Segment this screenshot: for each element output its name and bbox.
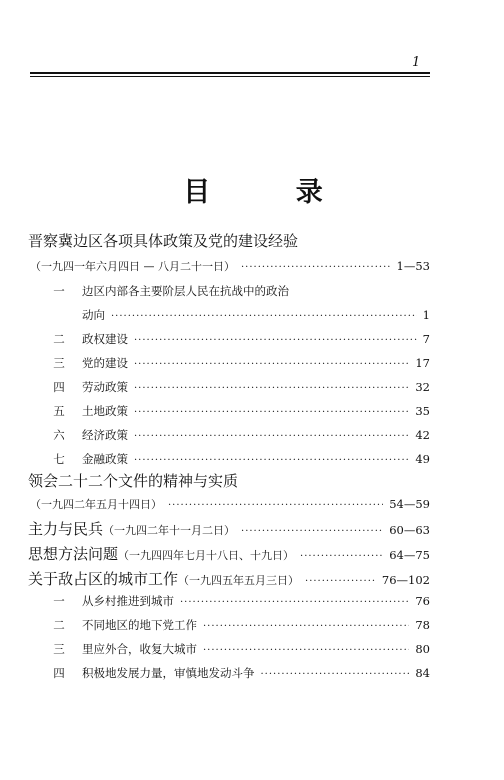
toc-item[interactable] <box>46 283 430 299</box>
toc-section-title[interactable] <box>28 230 298 251</box>
item-label: 政权建设 <box>82 332 128 346</box>
item-number: 三 <box>53 356 65 370</box>
toc-item-continued[interactable] <box>82 307 430 323</box>
item-label: 从乡村推进到城市 <box>82 594 174 608</box>
toc-section-title[interactable] <box>28 470 238 491</box>
leader-dots <box>134 383 409 394</box>
section-pages: 60—63 <box>389 523 430 537</box>
item-number: 二 <box>53 332 65 346</box>
item-label: 经济政策 <box>82 428 128 442</box>
item-number: 一 <box>53 284 65 298</box>
section-title-text: 思想方法问题 <box>28 545 119 563</box>
item-page: 80 <box>415 642 430 656</box>
item-number: 三 <box>53 642 65 656</box>
page-title: 目 录 <box>183 177 361 208</box>
leader-dots <box>134 431 409 442</box>
section-date: （一九四二年五月十四日） <box>30 498 162 511</box>
leader-dots <box>134 335 417 346</box>
item-label: 土地政策 <box>82 404 128 418</box>
section-title-text: 主力与民兵 <box>28 520 104 538</box>
section-date: （一九四一年六月四日 — 八月二十一日） <box>30 260 235 273</box>
section-date: （一九四四年七月十八日、十九日） <box>118 549 295 562</box>
header-rule-thin <box>30 76 430 77</box>
item-label: 劳动政策 <box>82 380 128 394</box>
header-rule-thick <box>30 72 430 74</box>
item-page: 1 <box>422 308 430 322</box>
toc-section-line[interactable] <box>28 568 430 589</box>
item-number: 四 <box>53 380 65 394</box>
toc-section-line[interactable] <box>28 543 430 564</box>
leader-dots <box>134 407 409 418</box>
item-label: 边区内部各主要阶层人民在抗战中的政治 <box>82 284 289 298</box>
item-number: 四 <box>53 666 65 680</box>
toc-item[interactable] <box>46 665 430 681</box>
leader-dots <box>134 359 409 370</box>
section-date: （一九四五年五月三日） <box>178 574 300 587</box>
item-number: 六 <box>53 428 65 442</box>
toc-item[interactable] <box>46 427 430 443</box>
item-number: 五 <box>53 404 65 418</box>
toc-item[interactable] <box>46 379 430 395</box>
item-page: 42 <box>415 428 430 442</box>
toc-item[interactable] <box>46 617 430 633</box>
item-number: 二 <box>53 618 65 632</box>
item-label: 不同地区的地下党工作 <box>82 618 197 632</box>
toc-item[interactable] <box>46 403 430 419</box>
leader-dots <box>134 455 409 466</box>
item-number: 一 <box>53 594 65 608</box>
item-page: 35 <box>415 404 430 418</box>
toc-item[interactable] <box>46 593 430 609</box>
section-pages: 1—53 <box>396 259 430 273</box>
page-number: 1 <box>412 55 421 70</box>
leader-dots <box>305 576 376 587</box>
toc-item[interactable] <box>46 355 430 371</box>
section-pages: 76—102 <box>381 573 430 587</box>
leader-dots <box>300 551 383 562</box>
item-label: 党的建设 <box>82 356 128 370</box>
leader-dots <box>261 669 410 680</box>
toc-section-date-line <box>30 258 430 274</box>
toc-item[interactable] <box>46 451 430 467</box>
section-date: （一九四二年十一月二日） <box>103 524 236 537</box>
item-page: 78 <box>415 618 430 632</box>
leader-dots <box>111 311 417 322</box>
toc-item[interactable] <box>46 331 430 347</box>
item-label: 里应外合，收复大城市 <box>82 642 197 656</box>
toc-section-date-line <box>30 496 430 512</box>
section-pages: 54—59 <box>389 497 430 511</box>
item-page: 17 <box>415 356 430 370</box>
item-page: 76 <box>415 594 430 608</box>
leader-dots <box>241 526 383 537</box>
toc-item[interactable] <box>46 641 430 657</box>
leader-dots <box>203 621 409 632</box>
item-label: 金融政策 <box>82 452 128 466</box>
item-label-continued: 动向 <box>82 308 105 322</box>
section-title-text: 晋察冀边区各项具体政策及党的建设经验 <box>28 232 299 250</box>
item-page: 49 <box>415 452 430 466</box>
section-pages: 64—75 <box>389 548 430 562</box>
item-number: 七 <box>53 452 65 466</box>
item-page: 32 <box>415 380 430 394</box>
item-label: 积极地发展力量，审慎地发动斗争 <box>82 666 255 680</box>
item-page: 7 <box>422 332 430 346</box>
section-title-text: 关于敌占区的城市工作 <box>28 570 179 588</box>
item-page: 84 <box>415 666 430 680</box>
section-title-text: 领会二十二个文件的精神与实质 <box>28 472 239 490</box>
leader-dots <box>203 645 409 656</box>
leader-dots <box>180 597 409 608</box>
leader-dots <box>241 262 391 273</box>
toc-section-line[interactable] <box>28 518 430 539</box>
leader-dots <box>168 500 383 511</box>
